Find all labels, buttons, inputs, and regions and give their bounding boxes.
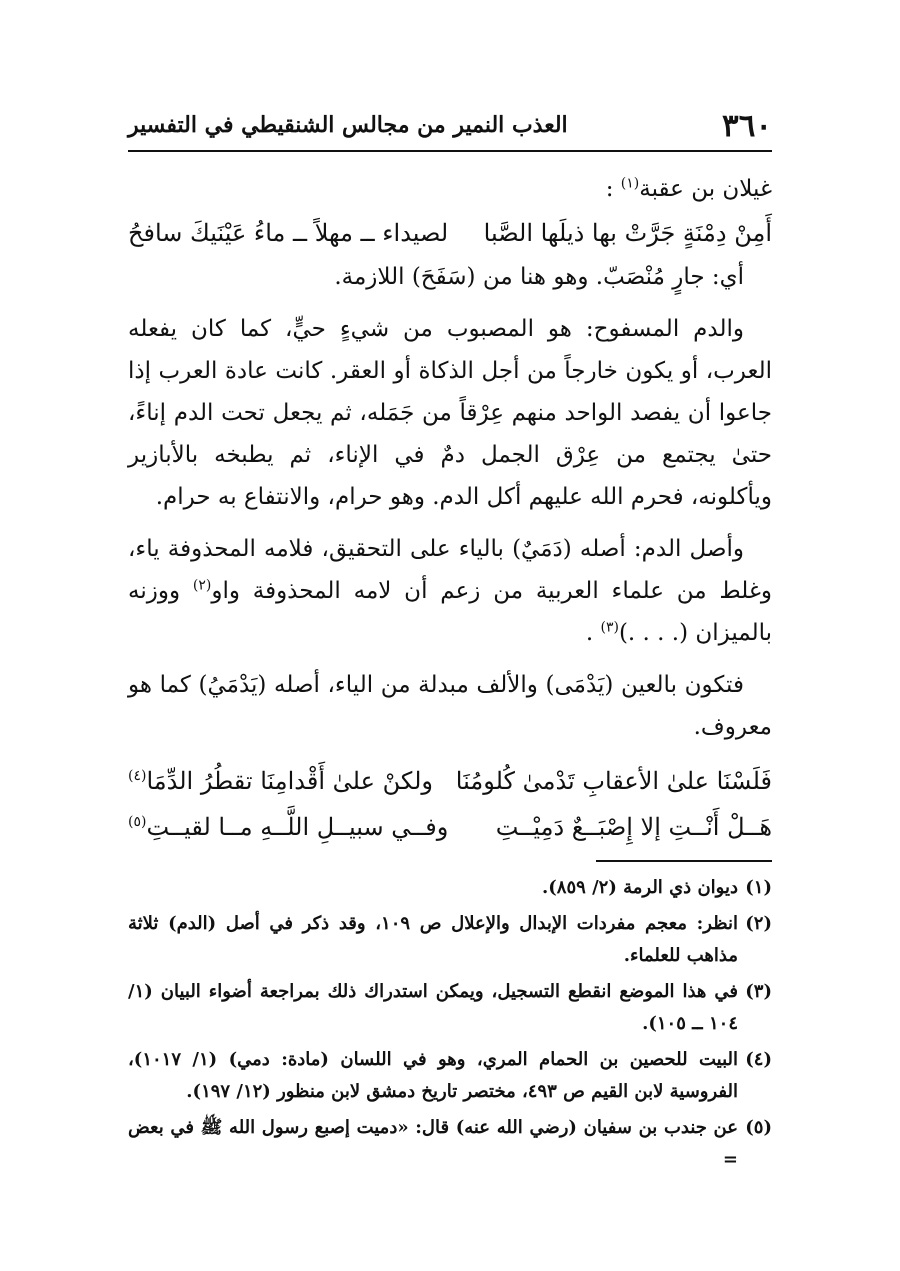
footnote-text: انظر: معجم مفردات الإبدال والإعلال ص ١٠٩، وقد ذكر في أصل (الدم) ثلاثة مذاهب للعلماء. [128,913,738,966]
main-text [128,168,772,850]
footnote-text: البيت للحصين بن الحمام المري، وهو في اللسان (مادة: دمي) (١/ ١٠١٧)، الفروسية لابن القيم ص ٤٩٣، مختصر تاريخ دمشق لابن منظور (١٢/ ١٩٧). [128,1049,738,1102]
paragraph-3 [128,528,772,654]
verse-3-second-text: وفــي سبيــلِ اللَّــهِ مــا لقيــتِ [146,813,449,841]
footnote-4 [128,1044,772,1108]
verse-2 [128,758,772,804]
footnote-ref-2: (٢) [192,577,212,594]
verse-3-first-hemistich: هَــلْ أَنْــتِ إلا إِصْبَــعٌ دَمِيْــتِ [495,813,772,841]
footnote-text: في هذا الموضع انقطع التسجيل، ويمكن استدراك ذلك بمراجعة أضواء البيان (١/ ١٠٤ ــ ١٠٥). [128,981,738,1034]
footnote-2 [128,908,772,972]
verse-2-second-text: ولكنْ علىٰ أَقْدامِنَا تقطُرُ الدِّمَا [146,767,433,795]
footnote-ref-1: (١) [620,175,640,192]
running-title: العذب النمير من مجالس الشنقيطي في التفسير [128,112,568,138]
verse-1-second-hemistich: لصيداء ــ مهلاً ــ ماءُ عَيْنَيكَ سافحُ [128,219,449,247]
intro-line [128,168,772,210]
intro-text: غيلان بن عقبة [639,176,772,202]
footnote-number: (١) [745,877,772,898]
footnote-number: (٤) [745,1049,772,1070]
footnote-text: عن جندب بن سفيان (رضي الله عنه) قال: «دميت إصبع رسول الله ﷺ في بعض = [128,1117,738,1170]
verse-1 [128,210,772,256]
paragraph-3-end: . [585,620,594,646]
footnote-number: (٣) [745,981,772,1002]
footnote-text: ديوان ذي الرمة (٢/ ٨٥٩). [541,877,738,898]
paragraph-3-part-a: وأصل الدم: أصله (دَمَيٌ) بالياء على التحقيق، فلامه المحذوفة ياء، وغلط من علماء العربية من زعم أن لامه المحذوفة واو [128,536,772,604]
footnote-1 [128,872,772,904]
page-number: ٣٦٠ [722,108,772,144]
verse-2-first-hemistich: فَلَسْنَا علىٰ الأعقابِ تَدْمىٰ كُلومُنَا [455,767,772,795]
paragraph-1: أي: جارٍ مُنْصَبّ. وهو هنا من (سَفَحَ) اللازمة. [334,264,744,290]
page-header [128,104,772,152]
footnote-number: (٥) [745,1117,772,1138]
footnote-separator [596,860,772,862]
footnote-ref-5: (٥) [128,814,147,830]
verse-3-second-hemistich [128,804,448,850]
footnotes [128,872,772,1180]
footnote-5 [128,1112,772,1176]
paragraph-4: فتكون بالعين (يَدْمَى) والألف مبدلة من الياء، أصله (يَدْمَيُ) كما هو معروف. [128,672,772,740]
verse-2-second-hemistich [128,758,433,804]
footnote-ref-3: (٣) [600,619,619,636]
verse-1-first-hemistich: أَمِنْ دِمْنَةٍ جَرَّتْ بها ذيلَها الصَّبا [483,219,772,247]
intro-colon: : [605,176,614,202]
footnote-3 [128,976,772,1040]
footnote-ref-4: (٤) [128,768,147,784]
verse-3 [128,804,772,850]
paragraph-3-part-b: ووزنه بالميزان (. . . .) [128,578,772,646]
footnote-number: (٢) [745,913,772,934]
paragraph-2: والدم المسفوح: هو المصبوب من شيءٍ حيٍّ، كما كان يفعله العرب، أو يكون خارجاً من أجل الذكاة أو العقر. كانت عادة العرب إذا جاعوا أن يفصد الواحد منهم عِرْقاً من جَمَله، ثم يجعل تحت الدم إناءً، حتىٰ يجتمع من عِرْق الجمل دمٌ في الإناء، ثم يطبخه بالأبازير ويأكلونه، فحرم الله عليهم أكل الدم. وهو حرام، والانتفاع به حرام. [128,316,772,510]
